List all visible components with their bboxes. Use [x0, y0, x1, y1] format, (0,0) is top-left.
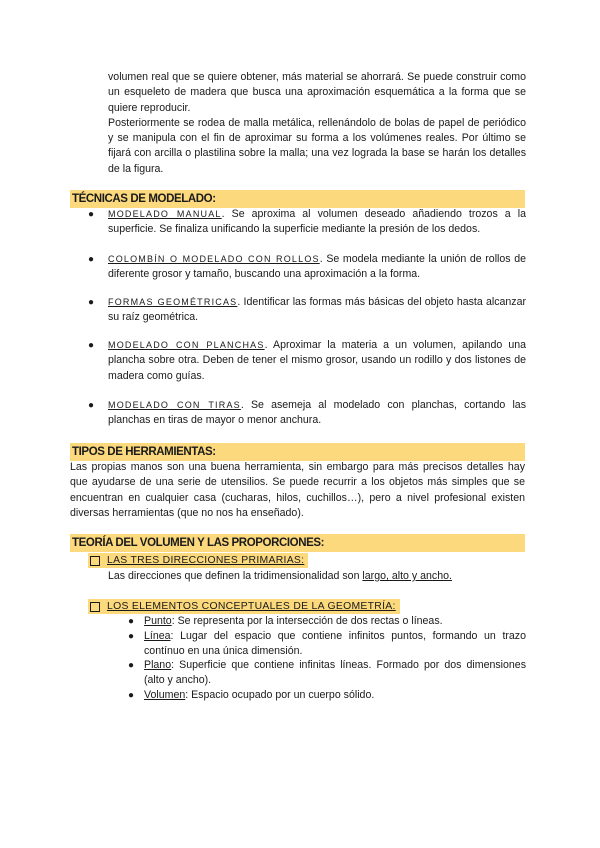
- bullet-icon: ●: [128, 616, 135, 627]
- term-label: Volumen: [144, 689, 186, 701]
- bullet-icon: ●: [88, 209, 95, 220]
- term-description: . Identificar las formas más básicas del objeto hasta alcanzar su raíz geométrica.: [108, 296, 527, 324]
- term-label: COLOMBÍN O MODELADO CON ROLLOS: [108, 254, 320, 264]
- list-item: [128, 658, 526, 688]
- term-description: : Se representa por la intersección de dos rectas o líneas.: [171, 615, 443, 627]
- list-item: [128, 614, 526, 629]
- list-item: [128, 629, 526, 659]
- section-heading-tecnicas: TÉCNICAS DE MODELADO:: [70, 190, 525, 208]
- checklist-label: LAS TRES DIRECCIONES PRIMARIAS:: [107, 555, 305, 566]
- direcciones-highlight: largo, alto y ancho.: [362, 570, 452, 582]
- bullet-icon: ●: [88, 254, 95, 265]
- list-item: [88, 398, 526, 429]
- intro-block: [108, 70, 526, 177]
- checklist-item-direcciones[interactable]: [88, 553, 308, 568]
- term-label: MODELADO CON TIRAS: [108, 400, 241, 410]
- intro-paragraph-1: volumen real que se quiere obtener, más material se ahorrará. Se puede construir como un esqueleto de madera que busca una aproximación esquemática a la forma que se quiere reproducir.: [108, 71, 526, 114]
- term-description: . Se modela mediante la unión de rollos de diferente grosor y tamaño, buscando una aproximación a la forma.: [108, 253, 526, 281]
- bullet-icon: ●: [88, 340, 95, 351]
- list-item: [88, 252, 526, 283]
- term-description: . Aproximar la materia a un volumen, apilando una plancha sobre otra. Deben de tener el mismo grosor, usando un rodillo y dos listones de madera como guías.: [108, 339, 527, 382]
- bullet-icon: ●: [128, 631, 135, 642]
- term-description: : Lugar del espacio que contiene infinitos puntos, formando un trazo contínuo en una única dimensión.: [144, 630, 526, 657]
- checklist-item-elementos[interactable]: [88, 599, 400, 614]
- bullet-icon: ●: [128, 690, 135, 701]
- section-heading-herramientas: TIPOS DE HERRAMIENTAS:: [70, 443, 525, 461]
- section-heading-teoria: TEORÍA DEL VOLUMEN Y LAS PROPORCIONES:: [70, 534, 525, 552]
- term-label: Plano: [144, 659, 172, 671]
- list-item: [128, 688, 526, 703]
- term-description: : Espacio ocupado por un cuerpo sólido.: [185, 689, 375, 701]
- term-label: MODELADO CON PLANCHAS: [108, 340, 265, 350]
- term-label: MODELADO MANUAL: [108, 209, 222, 219]
- term-label: Línea: [144, 630, 171, 642]
- term-label: Punto: [144, 615, 172, 627]
- bullet-icon: ●: [128, 660, 135, 671]
- herramientas-block: [70, 460, 525, 521]
- bullet-icon: ●: [88, 297, 95, 308]
- term-description: . Se asemeja al modelado con planchas, cortando las planchas en tiras de mayor o menor anchura.: [108, 399, 526, 427]
- direcciones-description: Las direcciones que definen la tridimensionalidad son: [108, 570, 363, 582]
- checkbox-icon[interactable]: [90, 602, 100, 612]
- intro-paragraph-2: Posteriormente se rodea de malla metálica, rellenándolo de bolas de papel de periódico y se manipula con el fin de aproximar su forma a los volúmenes reales. Por último se fijará con arcilla o plastilina sobre la malla; una vez lograda la base se harán los detalles de la figura.: [108, 116, 526, 175]
- list-item: [88, 295, 527, 326]
- list-item: [88, 338, 527, 384]
- checklist-label: LOS ELEMENTOS CONCEPTUALES DE LA GEOMETRÍA:: [107, 601, 396, 612]
- term-description: . Se aproxima al volumen deseado añadiendo trozos a la superficie. Se finaliza unificando la superficie mediante la presión de los dedos.: [108, 208, 526, 236]
- term-label: FORMAS GEOMÉTRICAS: [108, 297, 238, 307]
- term-description: : Superficie que contiene infinitas líneas. Formado por dos dimensiones (alto y ancho).: [144, 659, 526, 686]
- direcciones-text: [108, 569, 452, 584]
- herramientas-paragraph: Las propias manos son una buena herramienta, sin embargo para más precisos detalles hay que ayudarse de una serie de utensilios. Se puede recurrir a los objetos más simples que se encuentran en cualquier casa (cucharas, hilos, cuchillos…), pero a nivel profesional existen diversas herramientas (que no nos ha enseñado).: [70, 461, 525, 519]
- list-item: [88, 207, 526, 238]
- checkbox-icon[interactable]: [90, 556, 100, 566]
- bullet-icon: ●: [88, 400, 95, 411]
